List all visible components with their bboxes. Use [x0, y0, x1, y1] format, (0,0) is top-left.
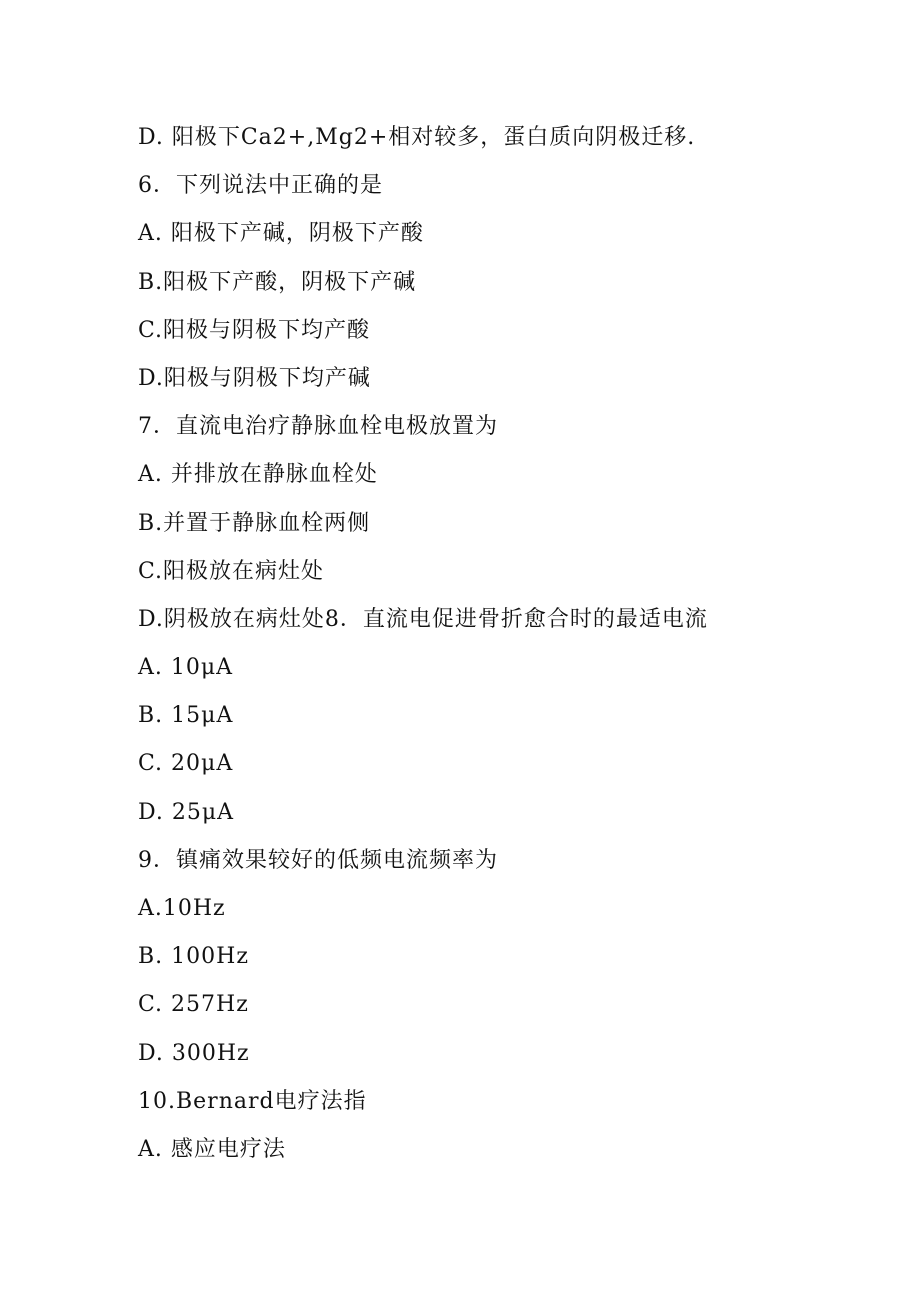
question-10: 10.Bernard电疗法指	[138, 1088, 367, 1114]
option-line-9b: B. 100Hz	[138, 944, 249, 970]
option-line-6b: B.阳极下产酸，阴极下产碱	[138, 269, 417, 295]
option-line-9d: D. 300Hz	[138, 1040, 250, 1066]
option-line-7a: A. 并排放在静脉血栓处	[138, 462, 378, 488]
option-line-5d: D. 阳极下Ca2+,Mg2+相对较多，蛋白质向阴极迁移.	[138, 125, 696, 150]
option-line-7c: C.阳极放在病灶处	[138, 558, 325, 584]
option-line-10a: A. 感应电疗法	[138, 1136, 286, 1162]
option-line-6c: C.阳极与阴极下均产酸	[138, 317, 371, 343]
option-line-6d: D.阳极与阴极下均产碱	[138, 365, 371, 391]
option-line-9a: A.10Hz	[138, 896, 226, 921]
question-6: 6．下列说法中正确的是	[138, 173, 383, 199]
question-text	[138, 114, 898, 1174]
question-9: 9．镇痛效果较好的低频电流频率为	[138, 847, 498, 873]
option-line-8c: C. 20μA	[138, 751, 234, 777]
option-line-7b: B.并置于静脉血栓两侧	[138, 510, 371, 536]
option-line-7d-question-8: D.阴极放在病灶处8．直流电促进骨折愈合时的最适电流	[138, 606, 708, 632]
option-line-8a: A. 10μA	[138, 655, 234, 681]
option-line-8d: D. 25μA	[138, 799, 235, 825]
question-7: 7．直流电治疗静脉血栓电极放置为	[138, 414, 498, 440]
option-line-8b: B. 15μA	[138, 703, 234, 729]
option-line-6a: A. 阳极下产碱，阴极下产酸	[138, 221, 424, 247]
option-line-9c: C. 257Hz	[138, 992, 249, 1018]
